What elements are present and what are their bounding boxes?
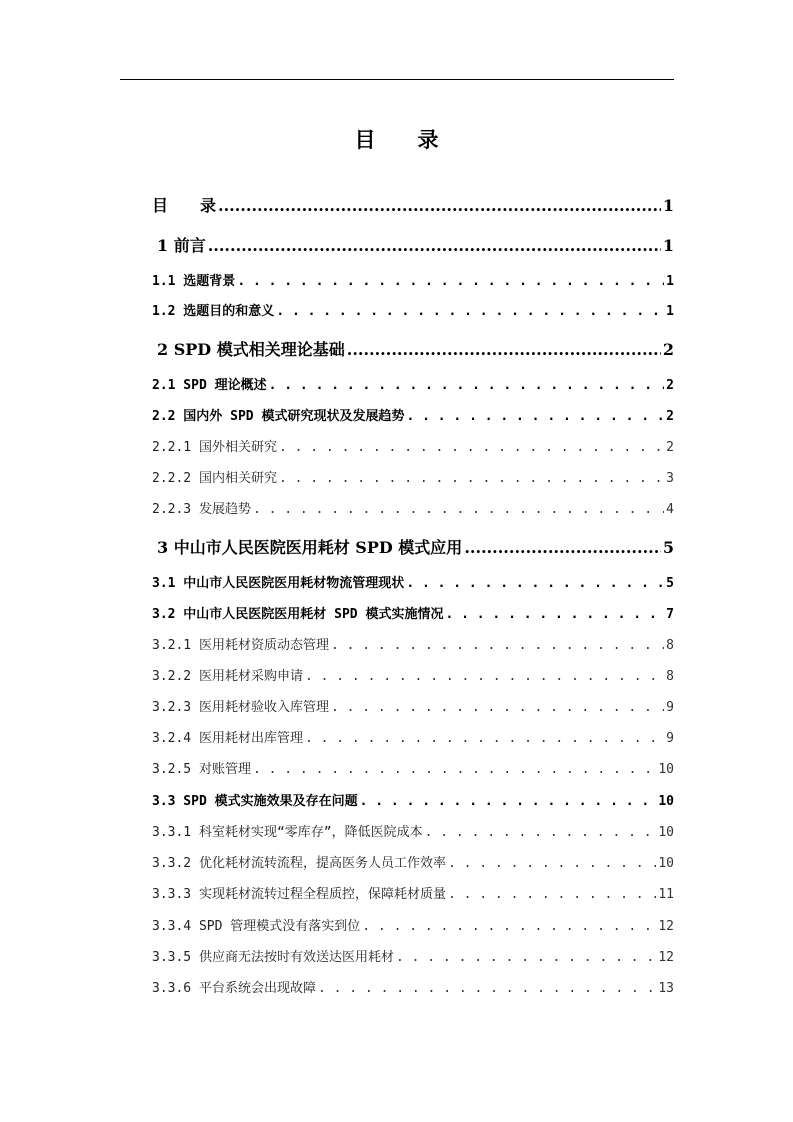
toc-entry[interactable] [157,535,674,558]
toc-entry-label: 3.3.4 SPD 管理模式没有落实到位 [152,919,361,934]
toc-leader-dots [406,409,664,424]
toc-entry-label: 3.2.1 医用耗材资质动态管理 [152,638,329,653]
page-title: 目 录 [354,127,439,152]
toc-entry-label: 3.3.6 平台系统会出现故障 [152,981,316,996]
toc-entry[interactable] [152,915,674,934]
toc-entry-page: 8 [666,669,674,684]
toc-entry-label: 1 前言 [157,236,206,255]
toc-entry-label: 2.2.3 发展趋势 [152,502,251,517]
toc-entry-label: 3 中山市人民医院医用耗材 SPD 模式应用 [157,538,463,557]
toc-leader-dots [406,576,664,591]
toc-leader-dots [218,196,661,215]
toc-leader-dots [305,731,664,746]
toc-entry[interactable] [152,270,674,289]
toc-leader-dots [331,700,664,715]
toc-entry-page: 2 [666,378,674,393]
toc-entry[interactable] [152,696,674,715]
toc-entry-label: 2 SPD 模式相关理论基础 [157,340,345,359]
toc-leader-dots [305,669,664,684]
toc-entry[interactable] [152,790,674,809]
toc-entry[interactable] [152,498,674,517]
toc-entry-page: 12 [658,950,674,965]
toc-entry-page: 1 [666,304,674,319]
toc-entry-label: 2.2.2 国内相关研究 [152,471,277,486]
toc-entry-label: 3.3.3 实现耗材流转过程全程质控，保障耗材质量 [152,887,446,902]
toc-leader-dots [448,887,656,902]
toc-entry-page: 5 [662,538,674,557]
toc-entry-page: 11 [658,887,674,902]
toc-entry-page: 1 [666,274,674,289]
toc-leader-dots [360,794,657,809]
toc-entry-label: 3.2.5 对账管理 [152,762,251,777]
toc-entry-label: 3.2.2 医用耗材采购申请 [152,669,303,684]
toc-leader-dots [276,304,664,319]
toc-entry-page: 1 [662,196,674,215]
toc-leader-dots [464,538,661,557]
toc-entry-page: 4 [666,502,674,517]
toc-leader-dots [253,502,664,517]
toc-entry[interactable] [152,758,674,777]
toc-entry-label: 目 录 [152,196,217,215]
toc-entry-page: 2 [666,409,674,424]
toc-entry[interactable] [152,977,674,996]
toc-entry[interactable] [152,634,674,653]
toc-entry[interactable] [152,193,674,216]
toc-leader-dots [396,950,656,965]
toc-entry[interactable] [152,852,674,871]
toc-entry-label: 3.1 中山市人民医院医用耗材物流管理现状 [152,576,405,591]
toc-leader-dots [448,856,656,871]
toc-leader-dots [253,762,656,777]
toc-entry-page: 10 [658,825,674,840]
toc-entry[interactable] [152,405,674,424]
toc-entry-label: 3.3.2 优化耗材流转流程，提高医务人员工作效率 [152,856,446,871]
toc-entry[interactable] [157,233,674,256]
toc-entry[interactable] [152,821,674,840]
toc-entry-label: 1.2 选题目的和意义 [152,304,275,319]
toc-entry[interactable] [152,374,674,393]
toc-entry[interactable] [152,436,674,455]
toc-leader-dots [425,825,657,840]
toc-entry-label: 1.1 选题背景 [152,274,236,289]
toc-entry-page: 2 [662,340,674,359]
toc-entry[interactable] [157,337,674,360]
toc-entry[interactable] [152,467,674,486]
toc-leader-dots [279,471,664,486]
toc-leader-dots [331,638,664,653]
toc-entry-page: 3 [666,471,674,486]
toc-entry-page: 10 [658,794,674,809]
toc-entry-page: 10 [658,856,674,871]
toc-leader-dots [347,340,661,359]
toc-entry[interactable] [152,883,674,902]
toc-entry[interactable] [152,603,674,622]
toc-entry[interactable] [152,665,674,684]
toc-leader-dots [318,981,656,996]
toc-entry[interactable] [152,572,674,591]
toc-entry[interactable] [152,727,674,746]
toc-entry-page: 2 [666,440,674,455]
toc-leader-dots [237,274,664,289]
toc-entry-page: 10 [658,762,674,777]
toc-entry-page: 9 [666,700,674,715]
toc-entry[interactable] [152,300,674,319]
toc-entry-label: 3.3.1 科室耗材实现“零库存”，降低医院成本 [152,825,423,840]
toc-leader-dots [445,607,664,622]
toc-entry-page: 1 [662,236,674,255]
toc-entry-label: 2.2.1 国外相关研究 [152,440,277,455]
toc-entry-label: 3.3 SPD 模式实施效果及存在问题 [152,794,358,809]
toc-leader-dots [279,440,664,455]
toc-entry-page: 13 [658,981,674,996]
toc-entry-label: 2.1 SPD 理论概述 [152,378,267,393]
toc-entry-label: 2.2 国内外 SPD 模式研究现状及发展趋势 [152,409,405,424]
toc-entry-page: 9 [666,731,674,746]
toc-entry-page: 8 [666,638,674,653]
toc-leader-dots [208,236,661,255]
toc-entry-label: 3.2.3 医用耗材验收入库管理 [152,700,329,715]
toc-leader-dots [269,378,665,393]
toc-entry-label: 3.3.5 供应商无法按时有效送达医用耗材 [152,950,394,965]
header-rule [120,79,674,80]
toc-entry-label: 3.2 中山市人民医院医用耗材 SPD 模式实施情况 [152,607,444,622]
toc-entry-label: 3.2.4 医用耗材出库管理 [152,731,303,746]
toc-leader-dots [362,919,656,934]
toc-entry-page: 5 [666,576,674,591]
toc-entry-page: 12 [658,919,674,934]
toc-entry-page: 7 [666,607,674,622]
toc-entry[interactable] [152,946,674,965]
